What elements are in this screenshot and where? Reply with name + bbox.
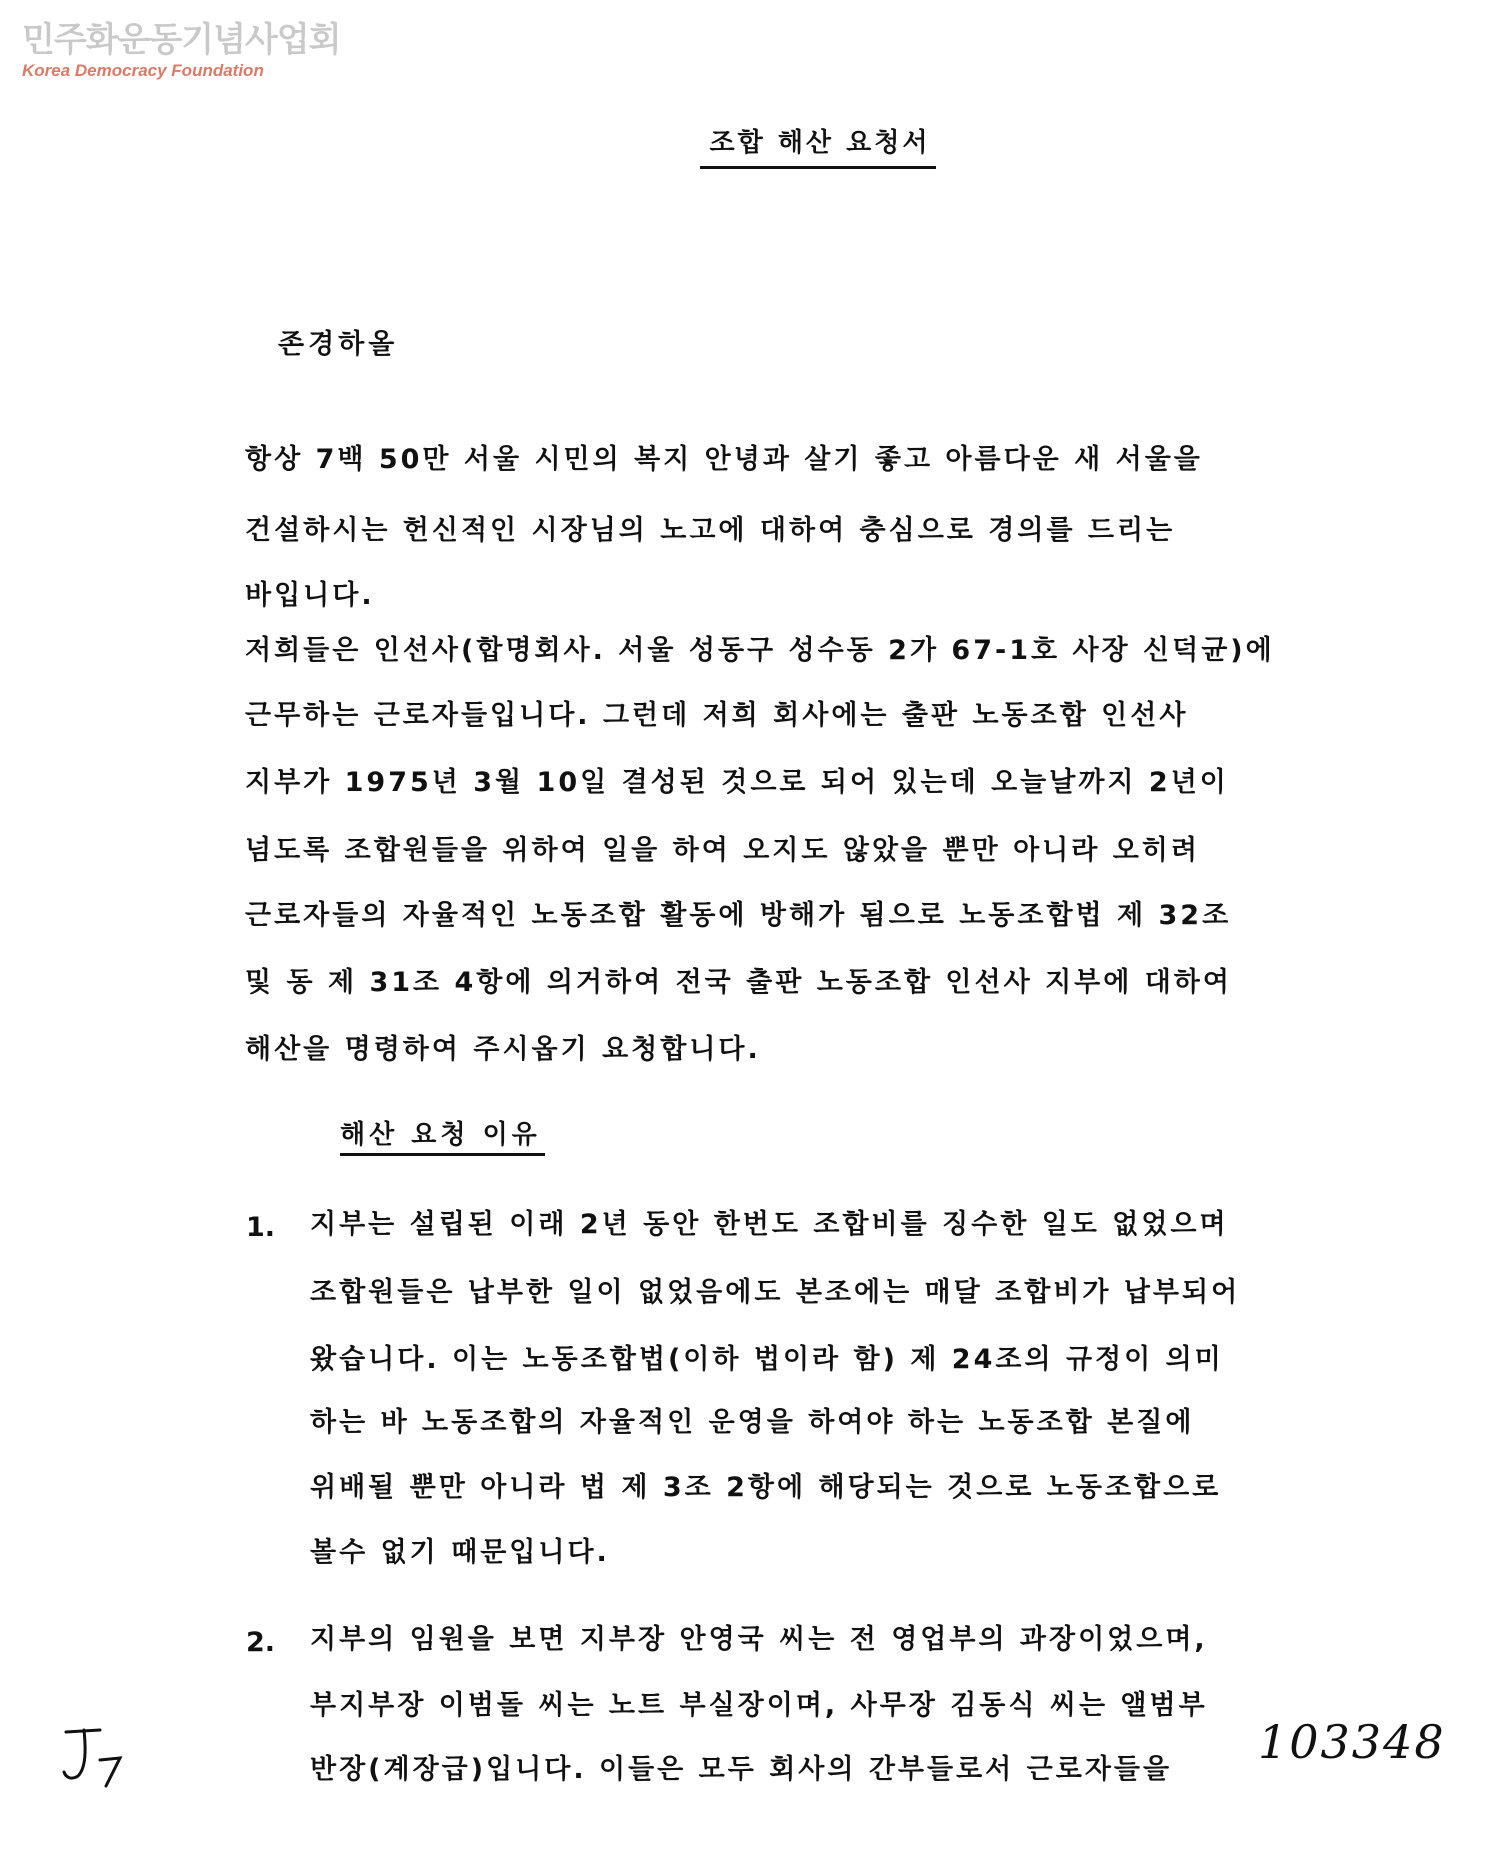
item-line: 하는 바 노동조합의 자율적인 운영을 하여야 하는 노동조합 본질에 [310, 1407, 1195, 1438]
intro-line: 근로자들의 자율적인 노동조합 활동에 방해가 됨으로 노동조합법 제 32조 [245, 900, 1232, 931]
item-line: 왔습니다. 이는 노동조합법(이하 법이라 함) 제 24조의 규정이 의미 [310, 1344, 1224, 1375]
item-line: 반장(계장급)입니다. 이들은 모두 회사의 간부들로서 근로자들을 [310, 1754, 1173, 1785]
document-title: 조합 해산 요청서 [709, 128, 931, 158]
intro-line: 저희들은 인선사(합명회사. 서울 성동구 성수동 2가 67-1호 사장 신덕균)에 [245, 635, 1275, 666]
section-heading: 해산 요청 이유 [340, 1120, 541, 1150]
watermark-english: Korea Democracy Foundation [22, 61, 264, 80]
section-heading-underline [340, 1153, 545, 1156]
handwritten-mark-left [60, 1720, 130, 1790]
greeting: 존경하올 [278, 329, 399, 360]
item-line: 지부의 임원을 보면 지부장 안영국 씨는 전 영업부의 과장이었으며, [310, 1624, 1208, 1655]
intro-line: 지부가 1975년 3월 10일 결성된 것으로 되어 있는데 오늘날까지 2년이 [245, 767, 1229, 798]
intro-line: 넘도록 조합원들을 위하여 일을 하여 오지도 않았을 뿐만 아니라 오히려 [245, 835, 1200, 866]
intro-line: 바입니다. [245, 580, 375, 611]
item-line: 조합원들은 납부한 일이 없었음에도 본조에는 매달 조합비가 납부되어 [310, 1277, 1241, 1308]
intro-line: 근무하는 근로자들입니다. 그런데 저희 회사에는 출판 노동조합 인선사 [245, 700, 1189, 731]
intro-line: 건설하시는 헌신적인 시장님의 노고에 대하여 충심으로 경의를 드리는 [245, 515, 1176, 546]
handwritten-number: 103348 [1258, 1715, 1446, 1769]
item-number: 1. [246, 1212, 276, 1243]
intro-line: 항상 7백 50만 서울 시민의 복지 안녕과 살기 좋고 아름다운 새 서울을 [245, 444, 1203, 475]
item-line: 볼수 없기 때문입니다. [310, 1537, 610, 1568]
item-line: 위배될 뿐만 아니라 법 제 3조 2항에 해당되는 것으로 노동조합으로 [310, 1472, 1222, 1503]
watermark-logo [22, 20, 340, 82]
item-number: 2. [246, 1627, 276, 1658]
watermark-korean: 민주화운동기념사업회 [22, 20, 341, 60]
intro-line: 및 동 제 31조 4항에 의거하여 전국 출판 노동조합 인선사 지부에 대하여 [245, 967, 1232, 998]
item-line: 지부는 설립된 이래 2년 동안 한번도 조합비를 징수한 일도 없었으며 [310, 1209, 1229, 1240]
intro-line: 해산을 명령하여 주시옵기 요청합니다. [245, 1034, 761, 1065]
item-line: 부지부장 이범돌 씨는 노트 부실장이며, 사무장 김동식 씨는 앨범부 [310, 1690, 1208, 1721]
title-underline [700, 166, 936, 169]
